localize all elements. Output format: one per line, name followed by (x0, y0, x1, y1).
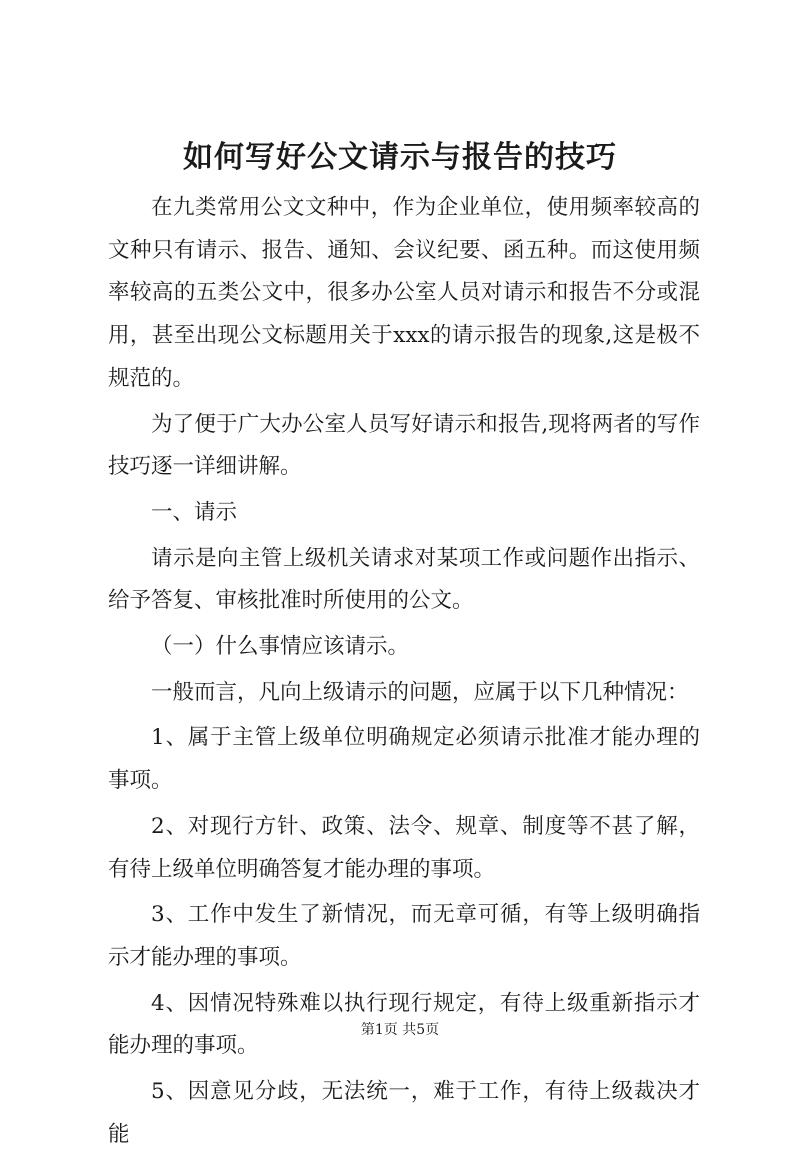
section-heading-request: 一、请示 (151, 499, 238, 525)
subsection-heading: （一）什么事情应该请示。 (151, 634, 410, 660)
document-body (108, 187, 700, 1159)
list-item-2: 2、对现行方针、政策、法令、规章、制度等不甚了解，有待上级单位明确答复才能办理的事项。 (108, 813, 700, 882)
paragraph-purpose: 为了便于广大办公室人员写好请示和报告,现将两者的写作技巧逐一详细讲解。 (108, 411, 700, 480)
list-item-1: 1、属于主管上级单位明确规定必须请示批准才能办理的事项。 (108, 725, 700, 794)
paragraph-request-definition: 请示是向主管上级机关请求对某项工作或问题作出指示、给予答复、审核批准时所使用的公文。 (108, 545, 700, 614)
paragraph-intro: 在九类常用公文文种中，作为企业单位，使用频率较高的文种只有请示、报告、通知、会议纪要、函五种。而这使用频率较高的五类公文中，很多办公室人员对请示和报告不分或混用，甚至出现公文标题用关于xxx的请示报告的现象,这是极不规范的。 (108, 195, 700, 391)
list-item-4: 4、因情况特殊难以执行现行规定，有待上级重新指示才能办理的事项。 (108, 990, 700, 1059)
paragraph-general: 一般而言，凡向上级请示的问题，应属于以下几种情况： (151, 679, 689, 705)
list-item-5: 5、因意见分歧，无法统一，难于工作，有待上级裁决才能 (108, 1079, 700, 1147)
page-footer: 第1页 共5页 (360, 1022, 440, 1038)
document-title: 如何写好公文请示与报告的技巧 (183, 140, 617, 175)
list-item-3: 3、工作中发生了新情况，而无章可循，有等上级明确指示才能办理的事项。 (108, 902, 700, 970)
